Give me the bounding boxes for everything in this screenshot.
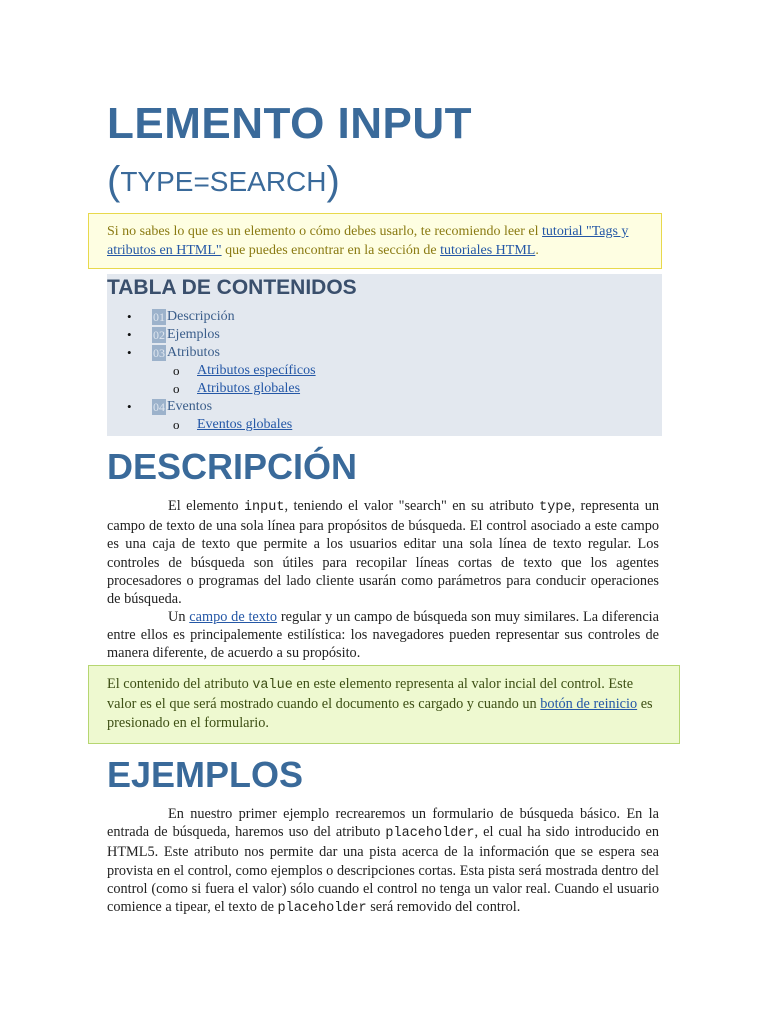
text-run: Un	[168, 609, 190, 625]
intro-text-2: que puedes encontrar en la sección de	[221, 243, 441, 258]
toc-number: 04	[153, 400, 165, 414]
circle-bullet-icon: o	[173, 363, 180, 378]
text-run: El elemento	[168, 498, 244, 514]
open-paren: (	[107, 159, 121, 203]
close-paren: )	[326, 159, 340, 203]
descripcion-heading: DESCRIPCIÓN	[107, 446, 358, 487]
toc-sublink[interactable]: Eventos globales	[197, 417, 293, 432]
bullet-icon: •	[127, 345, 132, 360]
toc-sublink[interactable]: Atributos globales	[197, 381, 301, 396]
circle-bullet-icon: o	[173, 381, 180, 396]
text-run: es presionado en el formulario.	[107, 696, 653, 731]
toc-number: 02	[153, 328, 165, 342]
tags-tutorial-link[interactable]: tutorial "Tags y atributos en HTML"	[107, 224, 629, 258]
page-subtitle	[107, 156, 340, 215]
code-input: input	[243, 500, 285, 515]
ejemplos-heading: EJEMPLOS	[107, 754, 304, 795]
text-run: , teniendo el valor "search" en su atributo	[284, 498, 540, 514]
text-run: regular y un campo de búsqueda son muy similares. La diferencia entre ellos es principalemente estilística: los navegadores pueden representar sus controles de manera diferente, de acuerdo a su propósito.	[107, 609, 659, 662]
descripcion-paragraph-2	[107, 608, 659, 663]
toc-label: Ejemplos	[167, 327, 220, 342]
toc-sublink[interactable]: Atributos específicos	[197, 363, 316, 378]
html-tutorials-link[interactable]: tutoriales HTML	[440, 243, 536, 258]
bullet-icon: •	[127, 327, 132, 342]
circle-bullet-icon: o	[173, 417, 180, 432]
toc-label: Eventos	[167, 399, 213, 414]
table-of-contents	[107, 274, 662, 436]
text-run: será removido del control.	[366, 899, 521, 916]
bullet-icon: •	[127, 399, 132, 414]
text-run: , el cual ha sido introducido en HTML5. Este atributo nos permite dar una pista acerca de la información que se espera sea provista en el control, como ejemplos o descripciones cortas. Esta pista será mostrada dentro del control (como si fuera el valor) sólo cuando el control no tenga un valor real. Cuando el usuario comience a tipear, el texto de	[107, 824, 659, 916]
intro-text-3: .	[535, 243, 539, 258]
code-placeholder: placeholder	[277, 901, 367, 917]
text-run: En nuestro primer ejemplo recrearemos un formulario de búsqueda básico. En la entrada de búsqueda, haremos uso del atributo	[107, 806, 659, 841]
toc-heading: TABLA DE CONTENIDOS	[107, 276, 357, 299]
toc-label: Descripción	[167, 309, 235, 324]
campo-de-texto-link[interactable]: campo de texto	[189, 609, 278, 625]
toc-number: 03	[153, 346, 165, 360]
code-type: type	[539, 500, 572, 515]
ejemplos-paragraph-1	[107, 805, 659, 918]
value-note	[88, 665, 680, 744]
toc-number: 01	[153, 310, 165, 324]
descripcion-paragraph-1	[107, 497, 659, 608]
toc-label: Atributos	[167, 345, 220, 360]
text-run: en este elemento representa al valor incial del control. Este valor es el que será mostrado cuando el documento es cargado y cuando un	[107, 676, 634, 712]
intro-note	[88, 213, 662, 269]
reset-button-link[interactable]: botón de reinicio	[540, 696, 638, 712]
subtitle-text: TYPE=SEARCH	[120, 166, 327, 197]
intro-text-1: Si no sabes lo que es un elemento o cómo debes usarlo, te recomiendo leer el	[107, 224, 543, 239]
code-value: value	[252, 678, 293, 693]
text-run: , representa un campo de texto de una sola línea para propósitos de búsqueda. El control asociado a este campo es una caja de texto que permite a los usuarios editar una sola línea de texto regular. Los controles de búsqueda son útiles para recopilar líneas cortas de texto que los agentes procesadores o programas del lado cliente usarán como parámetros para conducir operaciones de búsqueda.	[107, 498, 659, 608]
bullet-icon: •	[127, 309, 132, 324]
page-title: LEMENTO INPUT	[107, 99, 473, 148]
code-placeholder: placeholder	[385, 826, 475, 842]
text-run: El contenido del atributo	[107, 676, 253, 692]
